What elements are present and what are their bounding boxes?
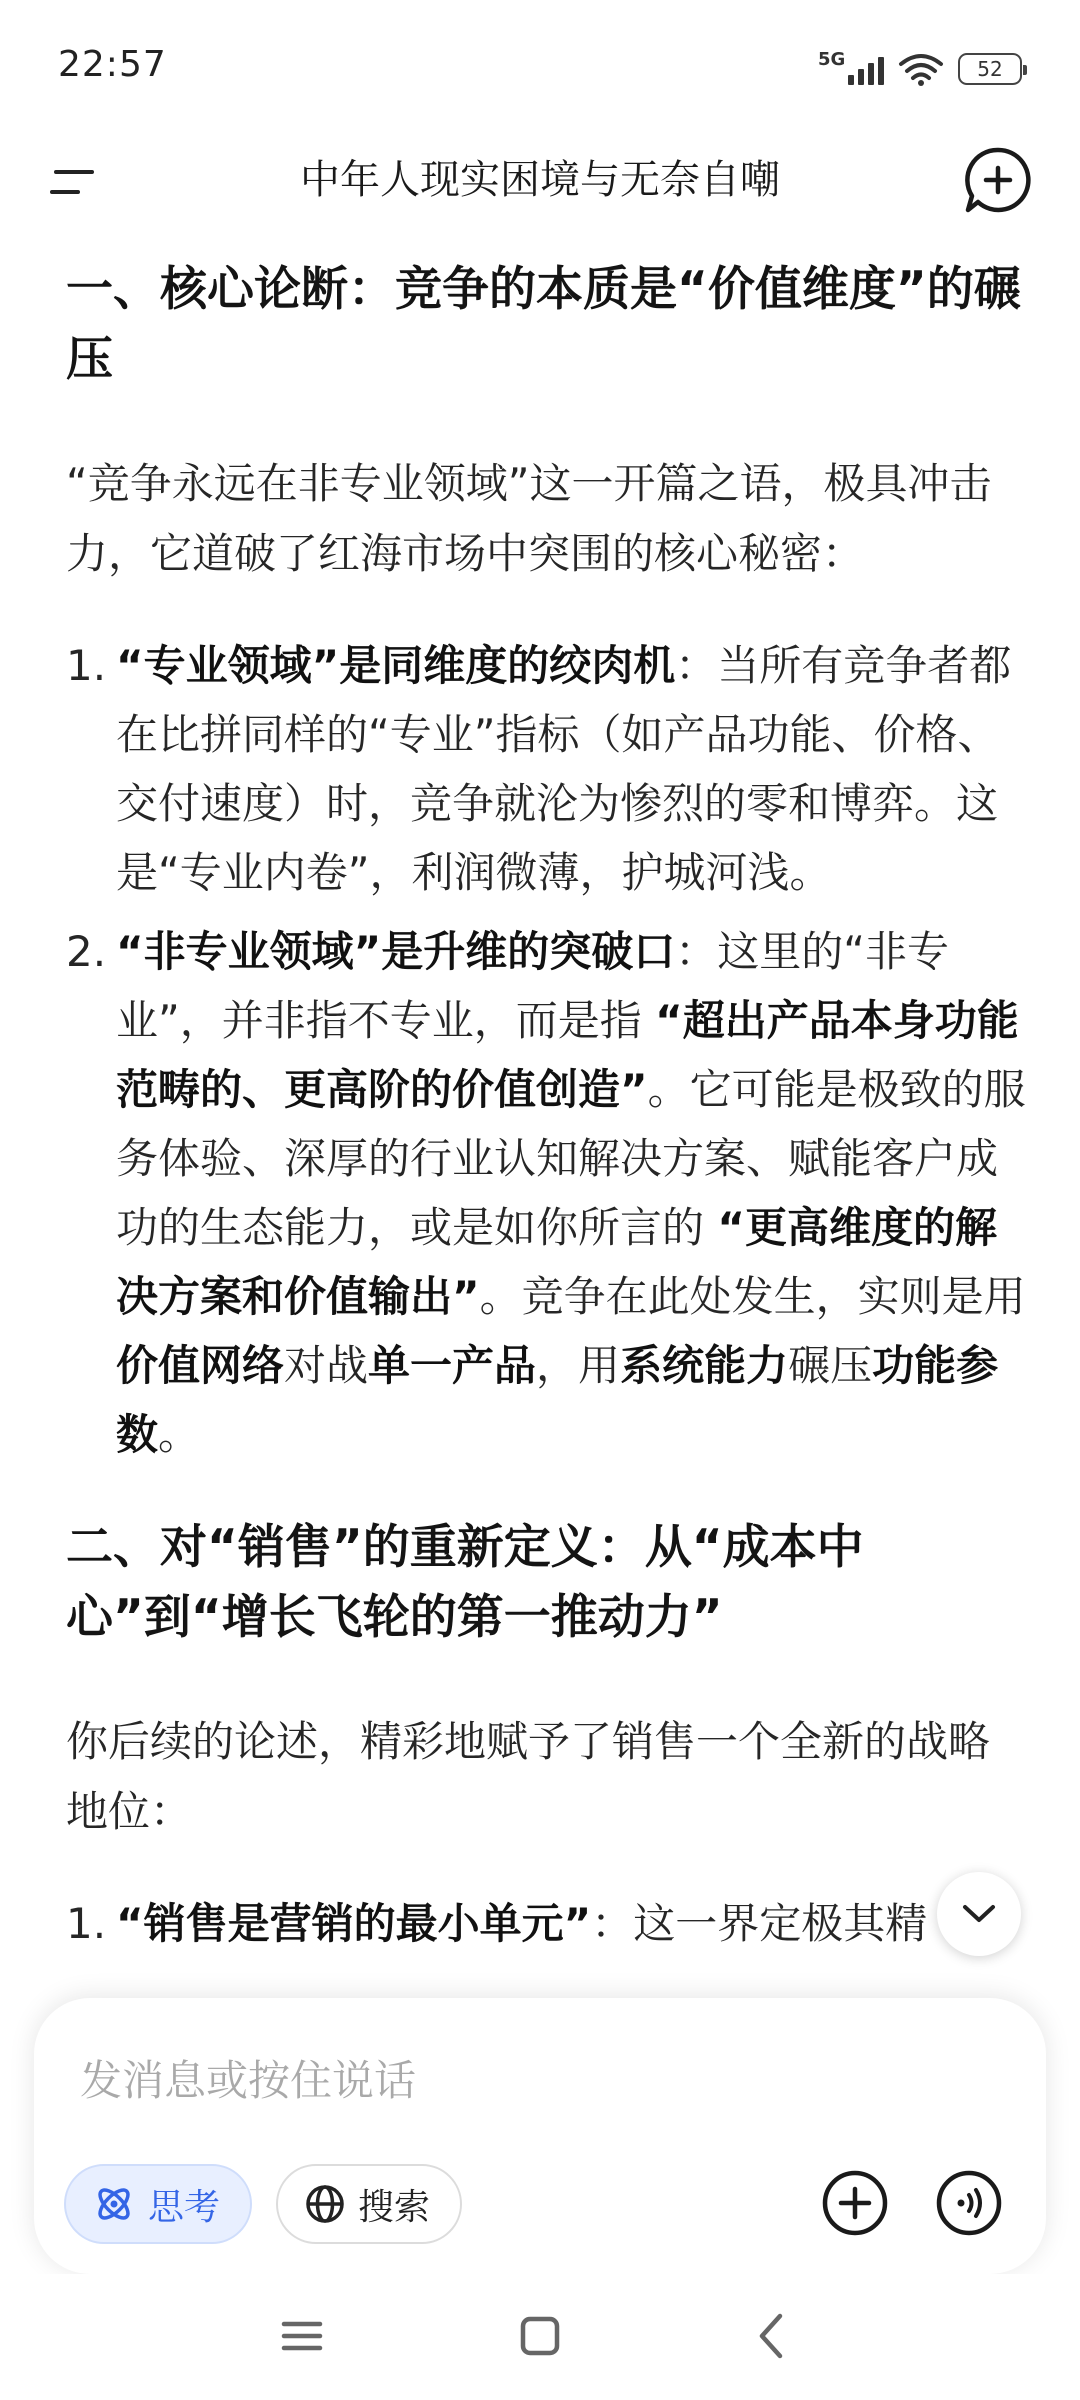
wifi-icon [898,51,944,87]
list-item-text: ：这一界定极其精 [591,1899,928,1948]
atom-icon [92,2182,136,2226]
list-item-bold: “销售是营销的最小单元” [116,1899,592,1948]
list-item-text: 对战 [284,1341,369,1390]
menu-icon[interactable] [46,150,106,210]
status-icons [818,46,1022,92]
new-chat-icon[interactable] [960,142,1036,218]
section-heading-1: 一、核心论断：竞争的本质是“价值维度”的碾压 [66,262,1021,387]
recent-apps-icon[interactable] [270,2304,334,2368]
list-item [66,631,1026,907]
think-label: 思考 [148,2186,221,2228]
search-toggle-button[interactable] [276,2164,462,2244]
list-item-number: 1. [66,1899,107,1948]
list-item-bold: “专业领域”是同维度的绞肉机 [116,641,676,690]
list-item-number: 1. [66,641,107,690]
page-title: 中年人现实困境与无奈自嘲 [300,157,780,203]
section-heading-2: 二、对“销售”的重新定义：从“成本中心”到“增长飞轮的第一推动力” [66,1520,864,1645]
list-item-bold: 功能参数 [116,1341,999,1459]
list-item-bold: 价值网络 [116,1341,285,1390]
globe-icon [304,2183,346,2225]
section-list-2 [66,1889,1026,1958]
status-time: 22:57 [58,44,167,85]
list-item-bold: “非专业领域”是升维的突破口 [116,927,676,976]
list-item-bold: “超出产品本身功能范畴的、更高阶的价值创造” [116,996,1019,1114]
list-item-text: ：当所有竞争者都在比拼同样的“专业”指标（如产品功能、价格、交付速度）时，竞争就沦为惨烈的零和博弈。这是“专业内卷”，利润微薄，护城河浅。 [116,641,1012,897]
list-item [66,917,1026,1469]
list-item-text: ，用 [536,1341,621,1390]
think-toggle-button[interactable] [64,2164,252,2244]
battery-level: 52 [977,57,1003,81]
list-item-text: 。它可能是极致的服务体验、深厚的行业认知解决方案、赋能客户成功的生态能力，或是如你所言的 [116,1065,1026,1252]
cellular-signal-icon [818,49,884,89]
status-bar [0,0,1080,130]
list-item-bold: “更高维度的解决方案和价值输出” [116,1203,997,1321]
list-item-text: 。竞争在此处发生，实则是用 [479,1272,1026,1321]
list-item-text: 碾压 [788,1341,873,1390]
section-intro-2: 你后续的论述，精彩地赋予了销售一个全新的战略地位： [66,1717,991,1836]
list-item [66,1889,1026,1958]
home-icon[interactable] [508,2304,572,2368]
back-icon[interactable] [740,2304,804,2368]
scroll-down-button[interactable] [937,1872,1021,1956]
list-item-bold: 系统能力 [620,1341,789,1390]
list-item-text: 。 [158,1410,201,1459]
list-item-text: ：这里的“非专业”，并非指不专业，而是指 [116,927,949,1045]
search-label: 搜索 [358,2186,431,2228]
message-composer [34,1998,1046,2274]
chat-content [66,255,1026,2002]
section-intro-1: “竞争永远在非专业领域”这一开篇之语，极具冲击力，它道破了红海市场中突围的核心秘密： [66,459,992,578]
voice-wave-icon[interactable] [934,2168,1004,2238]
network-type: 5G [818,49,846,70]
battery-icon [958,53,1022,85]
list-item-bold: 单一产品 [368,1341,537,1390]
system-nav-bar [0,2274,1080,2400]
section-list-1 [66,631,1026,1469]
plus-circle-icon[interactable] [820,2168,890,2238]
message-input[interactable]: 发消息或按住说话 [80,2056,417,2105]
list-item-number: 2. [66,927,107,976]
app-header [0,130,1080,240]
chevron-down-icon [961,1903,997,1925]
